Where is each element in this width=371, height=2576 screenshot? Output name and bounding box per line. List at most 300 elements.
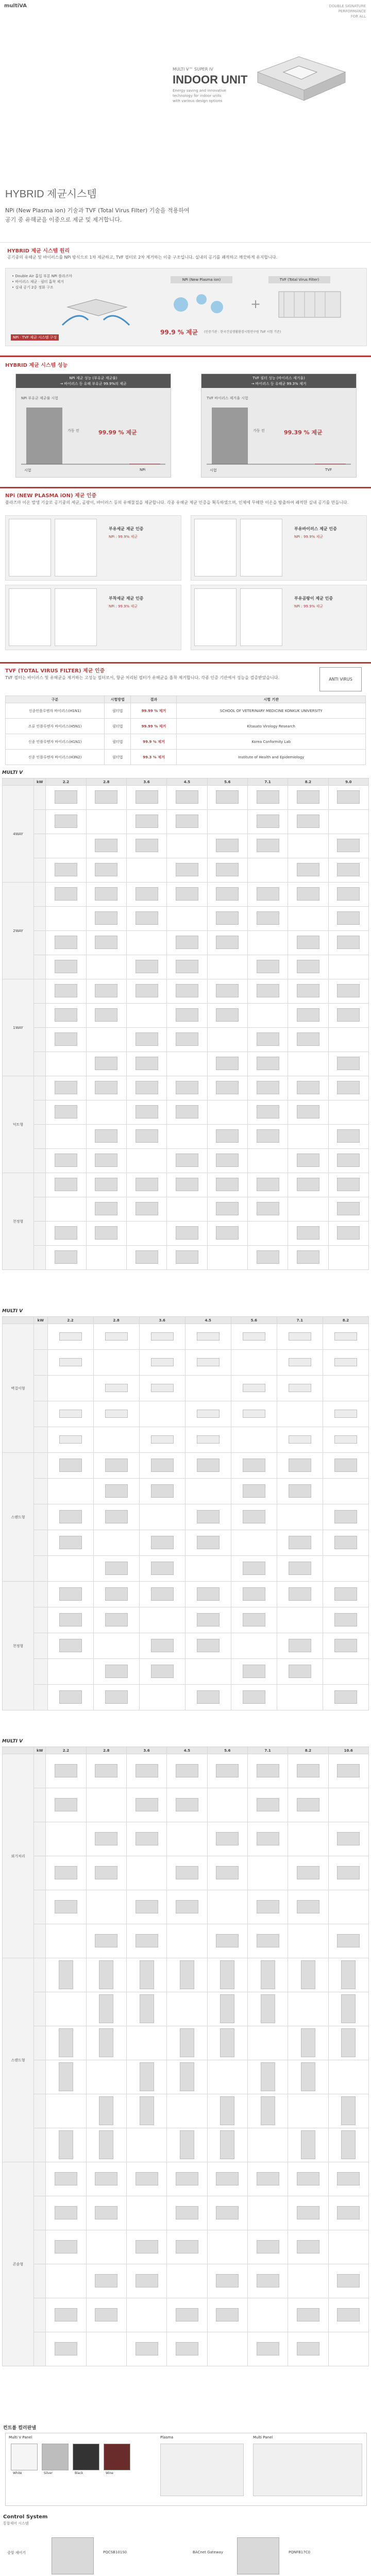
spec-cell <box>34 2196 46 2230</box>
npi-chart-title: NPi 부유균 제균률 시험 <box>21 396 59 400</box>
tvf-chart-head-1: TVF 필터 성능 (바이러스 제거율) <box>252 376 305 380</box>
spec-cell <box>34 1685 48 1710</box>
unit-image <box>55 1226 77 1240</box>
unit-image <box>55 1866 77 1879</box>
spec-cell <box>231 1324 277 1350</box>
spec-cell <box>34 2264 46 2298</box>
spec-cell <box>288 2162 328 2196</box>
panel-mid-title: Plasma <box>160 2435 174 2439</box>
spec-cell <box>167 1100 207 1125</box>
table-row <box>3 1685 369 1710</box>
hybrid-left-list: • Double Air 흡입 부분 NPi 플라즈마 • 바이러스 제균 · 필터 흡착 제거 • 실내 공기 2중 정화 구조 <box>12 274 73 290</box>
unit-image <box>297 1154 319 1167</box>
spec-cell <box>126 1788 166 1822</box>
spec-cell <box>86 1100 126 1125</box>
spec-cell <box>323 1350 368 1376</box>
spec-cell <box>34 1052 46 1076</box>
spec-cell <box>277 1324 323 1350</box>
spec-cell <box>47 1376 93 1401</box>
spec-cell <box>34 1222 46 1246</box>
unit-image <box>297 1866 319 1879</box>
spec-cell <box>139 1401 185 1427</box>
spec-cell <box>86 955 126 979</box>
table-row <box>3 2230 369 2264</box>
unit-image <box>180 2130 194 2159</box>
spec-cell <box>323 1685 368 1710</box>
spec-cell <box>167 786 207 810</box>
cert-card: 부유세균 제균 인증 NPi : 99.9% 제균 <box>5 515 181 581</box>
unit-image <box>257 1057 279 1070</box>
col-header: 5.6 <box>207 778 247 786</box>
unit-image <box>176 1154 198 1167</box>
spec-cell <box>34 955 46 979</box>
spec-cell <box>247 1222 288 1246</box>
spec-cell <box>288 1028 328 1052</box>
table-row <box>3 1659 369 1685</box>
panels-title: 컨트롤 컬러판넬 <box>3 2426 36 2431</box>
unit-image <box>176 1798 198 1811</box>
spec-cell <box>247 786 288 810</box>
unit-image <box>105 1690 128 1704</box>
unit-image <box>95 1934 117 1947</box>
unit-image <box>337 887 360 901</box>
spec-cell <box>86 1076 126 1100</box>
panel-swatch <box>104 2444 130 2470</box>
spec-cell <box>86 786 126 810</box>
unit-image <box>297 790 319 804</box>
table-row <box>3 2162 369 2196</box>
spec-cell <box>34 1125 46 1149</box>
table-row <box>3 955 369 979</box>
spec-cell <box>46 858 86 883</box>
spec-cell <box>323 1427 368 1453</box>
spec-cell <box>247 1924 288 1958</box>
spec-cell <box>126 2060 166 2094</box>
unit-image <box>257 1081 279 1094</box>
spec-cell <box>185 1504 231 1530</box>
spec-cell <box>34 1924 46 1958</box>
unit-image <box>176 863 198 876</box>
spec-cell <box>34 1822 46 1856</box>
spec-cell <box>288 931 328 955</box>
spec-cell <box>328 1052 368 1076</box>
spec-cell <box>34 1350 48 1376</box>
spec-cell <box>167 1076 207 1100</box>
table-row <box>3 1149 369 1173</box>
spec-cell <box>277 1376 323 1401</box>
spec-cell <box>328 810 368 834</box>
col-header: kW <box>34 1747 46 1754</box>
spec-cell <box>167 2026 207 2060</box>
table-row <box>3 810 369 834</box>
spec-cell <box>288 1004 328 1028</box>
spec-cell <box>247 979 288 1004</box>
table-row <box>3 1582 369 1607</box>
spec-cell <box>231 1685 277 1710</box>
unit-image <box>257 1105 279 1118</box>
spec-cell <box>288 786 328 810</box>
spec-cell <box>34 979 46 1004</box>
spec-cell <box>86 1222 126 1246</box>
unit-image <box>334 1332 357 1341</box>
unit-image <box>216 1154 239 1167</box>
unit-image <box>337 2308 360 2321</box>
unit-image <box>95 863 117 876</box>
npi-tab: NPi (New Plasma ion) <box>171 276 232 283</box>
spec-cell <box>167 834 207 858</box>
table-row <box>3 1376 369 1401</box>
spec-cell <box>277 1607 323 1633</box>
unit-image <box>257 815 279 828</box>
unit-image <box>95 1178 117 1191</box>
spec-cell <box>207 2162 247 2196</box>
control-name: 중앙 제어기 <box>7 2551 26 2555</box>
unit-image <box>59 1960 73 1989</box>
unit-image <box>55 790 77 804</box>
panels-box: Multi V Panel Plasma Multi Panel White Silver Black Wine <box>5 2433 367 2506</box>
spec-cell <box>86 2060 126 2094</box>
spec-cell <box>34 786 46 810</box>
unit-image <box>243 1332 265 1341</box>
unit-image <box>341 1960 356 1989</box>
col-header: 10.6 <box>328 1747 368 1754</box>
unit-image <box>151 1665 174 1678</box>
unit-image <box>337 1866 360 1879</box>
unit-image <box>334 1510 357 1523</box>
unit-image <box>176 887 198 901</box>
spec-cell <box>288 907 328 931</box>
spec-cell <box>34 2230 46 2264</box>
control-title: Control System <box>3 2514 48 2520</box>
spec-cell <box>207 786 247 810</box>
spec-cell <box>231 1453 277 1479</box>
unit-image <box>334 1410 357 1418</box>
spec-cell <box>323 1479 368 1504</box>
unit-image <box>216 1866 239 1879</box>
spec-cell <box>207 2128 247 2162</box>
spec-cell <box>288 1788 328 1822</box>
unit-image <box>257 790 279 804</box>
spec-cell <box>207 1992 247 2026</box>
unit-image <box>337 2172 360 2185</box>
spec-cell <box>86 1890 126 1924</box>
spec-cell <box>207 1924 247 1958</box>
unit-image <box>257 2342 279 2355</box>
table-row <box>3 2128 369 2162</box>
unit-image <box>216 1057 239 1070</box>
spec-cell <box>277 1530 323 1556</box>
unit-image <box>95 1008 117 1022</box>
unit-image <box>176 815 198 828</box>
spec-cell <box>328 834 368 858</box>
table-row <box>3 1754 369 1788</box>
spec-cell <box>46 1822 86 1856</box>
cert-card: 부유바이러스 제균 인증 NPi : 99.9% 제균 <box>191 515 367 581</box>
col-header: 2.8 <box>86 778 126 786</box>
unit-image <box>243 1613 265 1626</box>
unit-image <box>136 1832 158 1845</box>
unit-image <box>289 1639 311 1652</box>
unit-image <box>151 1484 174 1498</box>
tvf-cert-title: TVF (TOTAL VIRUS FILTER) 제균 인증 <box>5 668 105 674</box>
spec-cell <box>46 931 86 955</box>
table-row <box>3 1822 369 1856</box>
unit-image <box>334 1435 357 1444</box>
spec-cell <box>34 1556 48 1582</box>
spec-cell <box>139 1633 185 1659</box>
col-header: 8.2 <box>323 1317 368 1324</box>
spec-cell <box>139 1350 185 1376</box>
unit-image <box>257 1202 279 1215</box>
spec-cell <box>247 2196 288 2230</box>
spec-cell <box>185 1479 231 1504</box>
spec-cell <box>231 1427 277 1453</box>
unit-image <box>136 1202 158 1215</box>
anti-virus-logo: ANTI VIRUS <box>319 667 362 691</box>
spec-cell <box>288 1100 328 1125</box>
npi-chart-head-2: → 바이러스 등 유해 부유균 99.9%의 제균 <box>60 381 127 386</box>
spec-cell <box>46 2094 86 2128</box>
spec-cell <box>167 979 207 1004</box>
unit-image <box>257 1764 279 1777</box>
unit-image <box>197 1639 220 1652</box>
unit-image <box>55 1798 77 1811</box>
spec-cell <box>139 1685 185 1710</box>
npi-cert-text: 플라즈마 이온 발생 기술로 공기중의 세균, 곰팡이, 바이러스 등의 유해물질을 제균합니다. 각종 유해균 제균 인증을 획득하였으며, 인체에 무해한 이온을 방출하여 쾌적한 실내 공기를 만듭니다. <box>5 500 349 505</box>
spec-cell <box>93 1685 139 1710</box>
table-row <box>3 1504 369 1530</box>
unit-image <box>297 2172 319 2185</box>
table-row <box>3 1479 369 1504</box>
spec-cell <box>46 1222 86 1246</box>
col-header: 4.5 <box>167 778 207 786</box>
spec-cell <box>34 1754 46 1788</box>
unit-image <box>216 1832 239 1845</box>
hybrid-title: HYBRID 제균시스템 <box>5 189 97 200</box>
unit-image <box>216 790 239 804</box>
panel-swatch <box>73 2444 99 2470</box>
col-header: 9.0 <box>328 778 368 786</box>
col-header: 4.5 <box>167 1747 207 1754</box>
spec-cell <box>328 1246 368 1270</box>
spec-cell <box>86 1052 126 1076</box>
hybrid-result-note: (인증기관 : 한국건설생활환경시험연구원 TVF 시험 기준) <box>204 330 281 334</box>
section-rule <box>0 355 371 357</box>
col-header: 2.2 <box>46 1747 86 1754</box>
tvf-cert-text: TVF 필터는 바이러스 및 유해균을 제거하는 고성능 필터로서, 항균 처리된 필터가 유해균을 흡착 제거합니다. 각종 인증 기관에서 성능을 검증받았습니다. <box>5 675 280 680</box>
spec-cell <box>86 834 126 858</box>
spec-cell <box>207 931 247 955</box>
spec-cell <box>86 2162 126 2196</box>
group-label: 1WAY <box>3 979 34 1076</box>
spec-cell <box>231 1530 277 1556</box>
spec-cell <box>328 1822 368 1856</box>
spec-cell <box>86 2230 126 2264</box>
spec-cell <box>288 2026 328 2060</box>
control-item <box>191 2530 366 2576</box>
unit-image <box>180 2062 194 2091</box>
table-row <box>3 2332 369 2366</box>
unit-image <box>220 1960 234 1989</box>
unit-image <box>105 1510 128 1523</box>
spec-cell <box>34 834 46 858</box>
unit-image <box>197 1536 220 1549</box>
unit-image <box>59 2130 73 2159</box>
spec-cell <box>288 834 328 858</box>
spec-cell <box>323 1376 368 1401</box>
unit-image <box>180 2028 194 2057</box>
unit-image <box>289 1358 311 1366</box>
unit-image <box>105 1562 128 1575</box>
tvf-tab: TVF (Total Virus Filter) <box>268 276 330 283</box>
spec-cell <box>93 1401 139 1427</box>
unit-image <box>216 1129 239 1143</box>
unit-image <box>216 911 239 925</box>
spec-cell <box>126 1100 166 1125</box>
spec-cell <box>288 2298 328 2332</box>
unit-image <box>99 2028 113 2057</box>
spec-cell <box>34 2060 46 2094</box>
unit-image <box>59 1690 82 1704</box>
unit-image <box>59 1587 82 1601</box>
unit-image <box>55 1008 77 1022</box>
divider <box>0 242 371 243</box>
spec-cell <box>46 1028 86 1052</box>
spec-cell <box>34 1479 48 1504</box>
unit-image <box>176 1764 198 1777</box>
spec-cell <box>207 1173 247 1197</box>
unit-image <box>337 863 360 876</box>
spec-cell <box>328 1197 368 1222</box>
spec-cell <box>34 2162 46 2196</box>
unit-image <box>105 1587 128 1601</box>
unit-image <box>176 1900 198 1913</box>
unit-image <box>337 1934 360 1947</box>
spec-cell <box>328 2332 368 2366</box>
spec-cell <box>207 2264 247 2298</box>
spec-cell <box>247 883 288 907</box>
spec-cell <box>126 2094 166 2128</box>
table-row <box>3 1890 369 1924</box>
spec-cell <box>167 2060 207 2094</box>
unit-image <box>261 1994 275 2023</box>
spec-cell <box>167 2128 207 2162</box>
spec2-table <box>0 1316 371 1728</box>
spec-cell <box>288 2128 328 2162</box>
unit-image <box>176 984 198 997</box>
unit-image <box>334 1459 357 1472</box>
unit-image <box>297 887 319 901</box>
spec-cell <box>126 2264 166 2298</box>
spec-cell <box>288 1890 328 1924</box>
spec-cell <box>167 1924 207 1958</box>
unit-image <box>337 2206 360 2219</box>
spec-cell <box>288 1076 328 1100</box>
unit-image <box>176 1226 198 1240</box>
hybrid-result: 99.9 % 제균 <box>160 329 198 336</box>
spec-cell <box>231 1582 277 1607</box>
spec-cell <box>47 1401 93 1427</box>
table-row <box>3 979 369 1004</box>
spec-cell <box>288 955 328 979</box>
spec-cell <box>86 1246 126 1270</box>
spec-cell <box>46 2196 86 2230</box>
spec-cell <box>288 1222 328 1246</box>
spec-cell <box>34 1004 46 1028</box>
spec-cell <box>207 2094 247 2128</box>
spec-cell <box>288 2264 328 2298</box>
spec-cell <box>247 1028 288 1052</box>
spec-cell <box>288 1149 328 1173</box>
spec-cell <box>93 1324 139 1350</box>
group-label: 덕트형 <box>3 1076 34 1173</box>
unit-image <box>95 1226 117 1240</box>
table-row <box>3 2298 369 2332</box>
unit-image <box>136 1764 158 1777</box>
spec-cell <box>126 1004 166 1028</box>
spec-cell <box>167 883 207 907</box>
table-row <box>3 2196 369 2230</box>
unit-image <box>105 1332 128 1341</box>
spec-cell <box>185 1376 231 1401</box>
spec-cell <box>207 1958 247 1992</box>
spec-cell <box>93 1633 139 1659</box>
unit-image <box>176 1032 198 1046</box>
spec-cell <box>34 883 46 907</box>
control-model: PQNFB17C0 <box>289 2550 311 2554</box>
spec-cell <box>288 1197 328 1222</box>
spec-cell <box>167 1149 207 1173</box>
spec-cell <box>247 2162 288 2196</box>
unit-image <box>55 2172 77 2185</box>
col-header: kW <box>34 1317 48 1324</box>
unit-image <box>59 1459 82 1472</box>
spec-cell <box>288 1924 328 1958</box>
spec-cell <box>34 858 46 883</box>
spec-cell <box>46 786 86 810</box>
spec-cell <box>231 1479 277 1504</box>
unit-image <box>95 1764 117 1777</box>
unit-image <box>136 984 158 997</box>
unit-image <box>257 1832 279 1845</box>
col-header: 3.6 <box>126 778 166 786</box>
spec-cell <box>47 1659 93 1685</box>
spec-cell <box>126 2162 166 2196</box>
spec-cell <box>46 2264 86 2298</box>
unit-image <box>257 960 279 973</box>
spec-cell <box>47 1556 93 1582</box>
spec-cell <box>167 2298 207 2332</box>
col-header: 2.2 <box>46 778 86 786</box>
spec-cell <box>231 1504 277 1530</box>
spec-cell <box>34 1376 48 1401</box>
unit-image <box>297 2206 319 2219</box>
spec-cell <box>328 907 368 931</box>
unit-image <box>176 2342 198 2355</box>
unit-image <box>197 1587 220 1601</box>
spec-cell <box>46 1125 86 1149</box>
unit-image <box>337 984 360 997</box>
unit-image <box>289 1435 311 1444</box>
spec-cell <box>207 1246 247 1270</box>
spec-cell <box>247 2060 288 2094</box>
spec-cell <box>86 931 126 955</box>
spec-cell <box>247 1822 288 1856</box>
unit-image <box>176 2308 198 2321</box>
spec-cell <box>46 2230 86 2264</box>
spec-cell <box>167 1822 207 1856</box>
unit-image <box>105 1665 128 1678</box>
